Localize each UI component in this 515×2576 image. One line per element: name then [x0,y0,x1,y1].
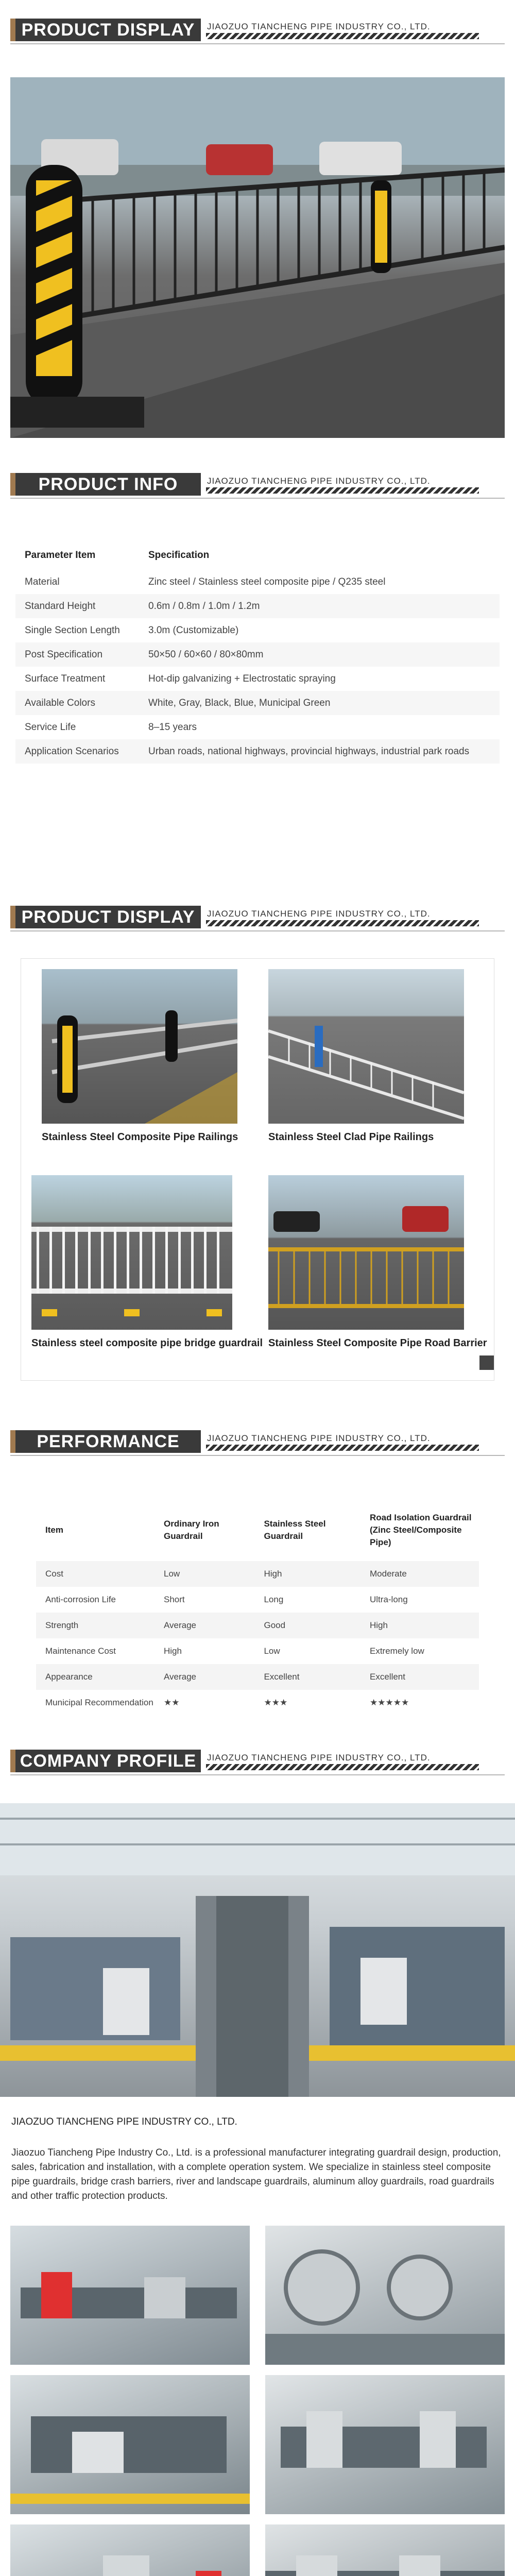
corner-decoration [479,1355,494,1370]
hero-guardrail-photo [10,77,505,438]
section-header-performance [0,1427,515,1458]
factory-photo-main [0,1803,515,2097]
table-cell: Low [264,1646,280,1656]
table-cell: White, Gray, Black, Blue, Municipal Green [139,691,500,715]
section-title: PERFORMANCE [37,1431,180,1451]
company-name: JIAOZUO TIANCHENG PIPE INDUSTRY CO., LTD. [207,476,431,486]
product-photo-3 [31,1175,232,1330]
stripe-decoration [206,1764,479,1770]
table-row [36,1638,479,1664]
table-cell: Municipal Recommendation [45,1698,153,1707]
factory-photo-5 [10,2524,250,2576]
divider [10,930,505,931]
table-cell: Average [154,1613,254,1638]
company-name: JIAOZUO TIANCHENG PIPE INDUSTRY CO., LTD. [207,1753,431,1762]
table-header-row [36,1499,479,1561]
table-cell: Excellent [360,1664,479,1690]
table-cell: Maintenance Cost [45,1646,116,1656]
table-cell: 50×50 / 60×60 / 80×80mm [139,642,500,667]
product-caption-4: Stainless Steel Composite Pipe Road Barrier [268,1337,487,1349]
table-row [15,715,500,739]
section-tab [10,19,201,41]
table-cell: Zinc steel / Stainless steel composite pipe / Q235 steel [148,576,386,587]
table-cell: Ultra-long [370,1595,408,1604]
table-cell: 8–15 years [148,721,197,733]
factory-photo-1 [10,2226,250,2365]
table-cell: Short [164,1595,185,1604]
section-tab [10,1750,201,1772]
profile-company-title: JIAOZUO TIANCHENG PIPE INDUSTRY CO., LTD. [11,2116,237,2127]
factory-photo-6 [265,2524,505,2576]
table-cell: Post Specification [15,642,139,667]
table-row [36,1561,479,1587]
table-cell: High [360,1613,479,1638]
table-cell: Item [36,1499,154,1561]
product-photo-2 [268,969,464,1124]
table-cell: Low [154,1561,254,1587]
table-cell: Service Life [25,721,76,733]
table-row [15,618,500,642]
product-caption-1: Stainless Steel Composite Pipe Railings [42,1131,238,1143]
table-cell: Material [25,576,60,587]
section-tab [10,1430,201,1453]
table-cell: ★★ [164,1698,180,1707]
table-cell: Stainless Steel Guardrail [254,1499,360,1561]
table-cell: ★★★ [264,1698,288,1707]
table-cell: Appearance [36,1664,154,1690]
table-cell: Road Isolation Guardrail (Zinc Steel/Composite Pipe) [360,1499,479,1561]
table-cell: Anti-corrosion Life [45,1595,116,1604]
company-intro: Jiaozuo Tiancheng Pipe Industry Co., Ltd. is a professional manufacturer integrating guardrail design, production, sales, fabrication and installation, with a complete operation system. We specialize in stainless steel composite pipe guardrails, bridge crash barriers, river and landscape guardrails, aluminum alloy guardrails, road guardrails and other traffic protection products. [11,2147,501,2201]
table-row [15,739,500,764]
section-title: COMPANY PROFILE [20,1751,197,1771]
factory-photo-4 [265,2375,505,2514]
stripe-decoration [206,33,479,39]
divider [10,498,505,499]
table-cell: Long [264,1595,284,1604]
product-photo-4 [268,1175,464,1330]
table-row [15,570,500,594]
table-header-row [15,541,500,570]
product-caption-2: Stainless Steel Clad Pipe Railings [268,1131,434,1143]
section-title: PRODUCT DISPLAY [21,907,195,927]
divider [10,1774,505,1775]
table-row [36,1690,479,1716]
table-row [36,1664,479,1690]
divider [10,43,505,44]
table-cell: Cost [36,1561,154,1587]
company-name: JIAOZUO TIANCHENG PIPE INDUSTRY CO., LTD. [207,1433,431,1443]
product-info-table [15,541,500,764]
section-title: PRODUCT INFO [38,474,178,494]
stripe-decoration [206,920,479,926]
section-tab [10,906,201,928]
table-row [36,1587,479,1613]
table-cell: High [164,1646,182,1656]
table-cell: Application Scenarios [15,739,139,764]
table-cell: Extremely low [370,1646,424,1656]
table-cell: ★★★★★ [370,1698,409,1707]
table-row [15,691,500,715]
guardrail-illustration [10,77,505,438]
table-row [15,642,500,667]
stripe-decoration [206,487,479,494]
stripe-decoration [206,1445,479,1451]
factory-photo-2 [265,2226,505,2365]
table-cell: Hot-dip galvanizing + Electrostatic spraying [148,673,336,684]
table-cell: Average [154,1664,254,1690]
section-title: PRODUCT DISPLAY [21,20,195,40]
divider [10,1455,505,1456]
table-cell: Available Colors [15,691,139,715]
product-photo-1 [42,969,237,1124]
table-cell: Standard Height [15,594,139,618]
display-grid [21,958,494,1381]
table-cell: 3.0m (Customizable) [148,624,239,636]
table-row [36,1613,479,1638]
table-cell: High [254,1561,360,1587]
performance-table [36,1499,479,1716]
table-cell: Excellent [254,1664,360,1690]
table-cell: Parameter Item [15,541,139,570]
section-header-display [0,15,515,46]
section-header-info [0,470,515,501]
table-row [15,594,500,618]
table-cell: Strength [36,1613,154,1638]
table-cell: Specification [139,541,500,570]
factory-photo-3 [10,2375,250,2514]
product-caption-3: Stainless steel composite pipe bridge guardrail [31,1337,263,1349]
table-cell: Moderate [360,1561,479,1587]
table-cell: Urban roads, national highways, provincial highways, industrial park roads [139,739,500,764]
table-cell: Good [254,1613,360,1638]
factory-photo-grid [10,2226,505,2576]
table-row [15,667,500,691]
table-cell: Surface Treatment [25,673,106,684]
company-name: JIAOZUO TIANCHENG PIPE INDUSTRY CO., LTD. [207,22,431,31]
section-header-display-2 [0,903,515,934]
section-tab [10,473,201,496]
table-cell: 0.6m / 0.8m / 1.0m / 1.2m [139,594,500,618]
table-cell: Single Section Length [25,624,120,636]
table-cell: Ordinary Iron Guardrail [154,1499,254,1561]
company-name: JIAOZUO TIANCHENG PIPE INDUSTRY CO., LTD. [207,909,431,919]
section-header-profile [0,1747,515,1777]
